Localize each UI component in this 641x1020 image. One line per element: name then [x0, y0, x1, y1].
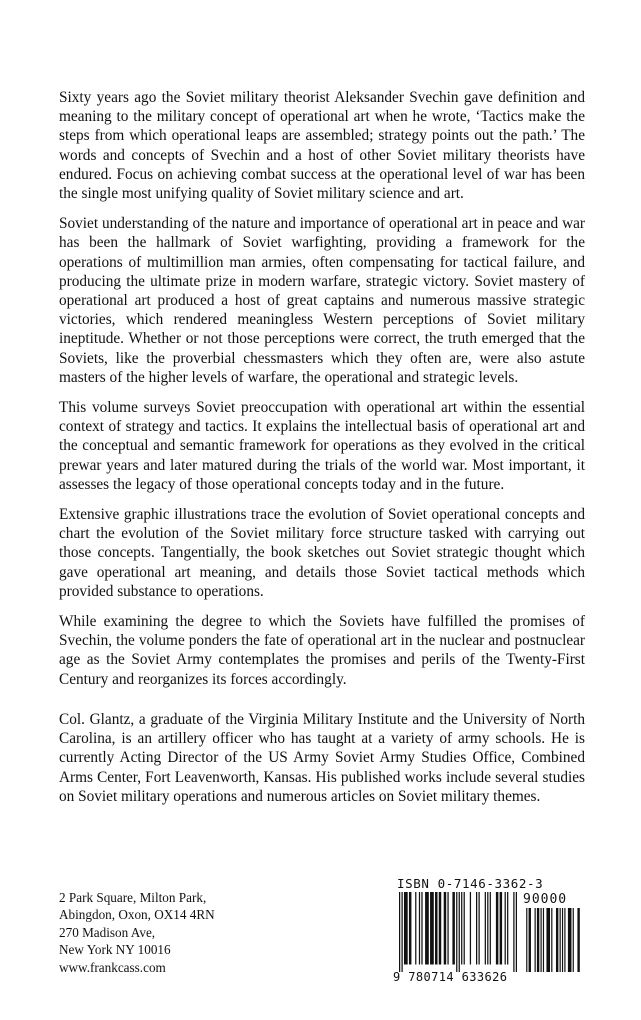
- ean-bar-18: [470, 892, 471, 965]
- ean-bar-23: [490, 892, 491, 965]
- ean-bar-0: [399, 892, 400, 972]
- ean-bar-6: [421, 892, 422, 965]
- ean-number: 9 780714 633626: [393, 970, 508, 984]
- ean-bar-16: [461, 892, 462, 965]
- address-line-2: Abingdon, Oxon, OX14 4RN: [59, 907, 215, 923]
- ean-bar-22: [487, 892, 488, 965]
- back-cover-text: [59, 88, 585, 817]
- addon-bar-1: [529, 908, 531, 972]
- ean-bar-8: [430, 892, 434, 965]
- addon-barcode-bars: [525, 908, 581, 972]
- address-line-4: New York NY 10016: [59, 942, 171, 958]
- ean-bar-17: [464, 892, 465, 965]
- publisher-website: www.frankcass.com: [59, 959, 166, 975]
- addon-bar-11: [564, 908, 565, 972]
- ean-bar-20: [478, 892, 479, 965]
- addon-bar-14: [577, 908, 579, 972]
- ean-bar-29: [516, 892, 517, 972]
- ean-bar-28: [513, 892, 514, 972]
- ean-bar-7: [425, 892, 429, 965]
- address-line-3: 270 Madison Ave,: [59, 924, 156, 940]
- ean-bar-9: [435, 892, 437, 965]
- publisher-address: [59, 889, 215, 976]
- addon-bar-13: [573, 908, 574, 972]
- ean-bar-26: [505, 892, 506, 965]
- price-code-label: 90000: [523, 892, 568, 907]
- ean-bar-10: [439, 892, 441, 965]
- addon-bar-3: [537, 908, 539, 972]
- blurb-paragraph-2: Soviet understanding of the nature and importance of operational art in peace and war has been the hallmark of Soviet warfighting, providing a framework for the operations of multimillion man armies, often compensating for tactical failure, and producing the ultimate prize in modern warfare, strategic victory. Soviet mastery of operational art produced a host of great captains and numerous massive strategic victories, which rendered meaningless Western perceptions of Soviet military ineptitude. Whether or not those perceptions were correct, the truth emerged that the Soviets, like the proverbial chessmasters which they often are, were also astute masters of the higher levels of warfare, the operational and strategic levels.: [59, 215, 585, 386]
- isbn-barcode: [393, 876, 589, 988]
- author-bio: Col. Glantz, a graduate of the Virginia Military Institute and the University of North Carolina, is an artillery officer who has taught at a variety of army schools. He is currently Acting Director of the US Army Soviet Army Studies Office, Combined Arms Center, Fort Leavenworth, Kansas. His published works include several studies on Soviet military operations and numerous articles on Soviet military themes.: [59, 710, 585, 805]
- address-line-1: 2 Park Square, Milton Park,: [59, 890, 207, 905]
- ean-bar-5: [419, 892, 420, 965]
- blurb-paragraph-4: Extensive graphic illustrations trace the evolution of Soviet operational concepts and chart the evolution of the Soviet military force structure tasked with carrying out those concepts. Tangentially, the book sketches out Soviet strategic thought which gave operational art meaning, and details those Soviet tactical methods which provided substance to operations.: [59, 506, 585, 600]
- ean-bar-15: [459, 892, 460, 972]
- addon-bar-7: [551, 908, 552, 972]
- isbn-label: ISBN 0-7146-3362-3: [397, 876, 544, 891]
- ean-bar-4: [415, 892, 416, 965]
- addon-bar-2: [535, 908, 536, 972]
- ean-bar-25: [500, 892, 502, 965]
- ean-bar-19: [476, 892, 477, 965]
- blurb-paragraph-1: Sixty years ago the Soviet military theorist Aleksander Svechin gave definition and meaning to the military concept of operational art when he wrote, ‘Tactics make the steps from which operational leaps are assembled; strategy points out the path.’ The words and concepts of Svechin and a host of other Soviet military theorists have endured. Focus on achieving combat success at the operational level of war has been the single most unifying quality of Soviet military science and art.: [59, 89, 585, 203]
- ean-bar-1: [401, 892, 402, 972]
- blurb-paragraph-3: This volume surveys Soviet preoccupation with operational art within the essential context of strategy and tactics. It explains the intellectual basis of operational art and the conceptual and semantic framework for operations as they evolved in the critical prewar years and later matured during the trials of the world war. Most important, it assesses the legacy of those operational concepts today and in the future.: [59, 399, 585, 493]
- ean-bar-3: [409, 892, 411, 965]
- addon-bar-5: [543, 908, 544, 972]
- ean-bar-27: [507, 892, 508, 965]
- ean-bar-2: [404, 892, 408, 965]
- blurb-paragraph-5: While examining the degree to which the Soviets have fulfilled the promises of Svechin, the volume ponders the fate of operational art in the nuclear and postnuclear age as the Soviet Army contemplates the promises and perils of the Twenty-First Century and reorganizes its forces accordingly.: [59, 613, 585, 688]
- addon-bar-8: [556, 908, 558, 972]
- addon-bar-12: [568, 908, 572, 972]
- ean-bar-12: [447, 892, 448, 965]
- addon-bar-9: [560, 908, 561, 972]
- ean-barcode-bars: [399, 892, 517, 972]
- ean-bar-13: [452, 892, 454, 965]
- addon-bar-10: [562, 908, 563, 972]
- addon-bar-4: [540, 908, 541, 972]
- addon-bar-6: [546, 908, 550, 972]
- ean-bar-14: [456, 892, 457, 972]
- addon-bar-0: [526, 908, 527, 972]
- ean-bar-24: [496, 892, 498, 965]
- ean-bar-11: [444, 892, 446, 965]
- ean-bar-21: [485, 892, 486, 965]
